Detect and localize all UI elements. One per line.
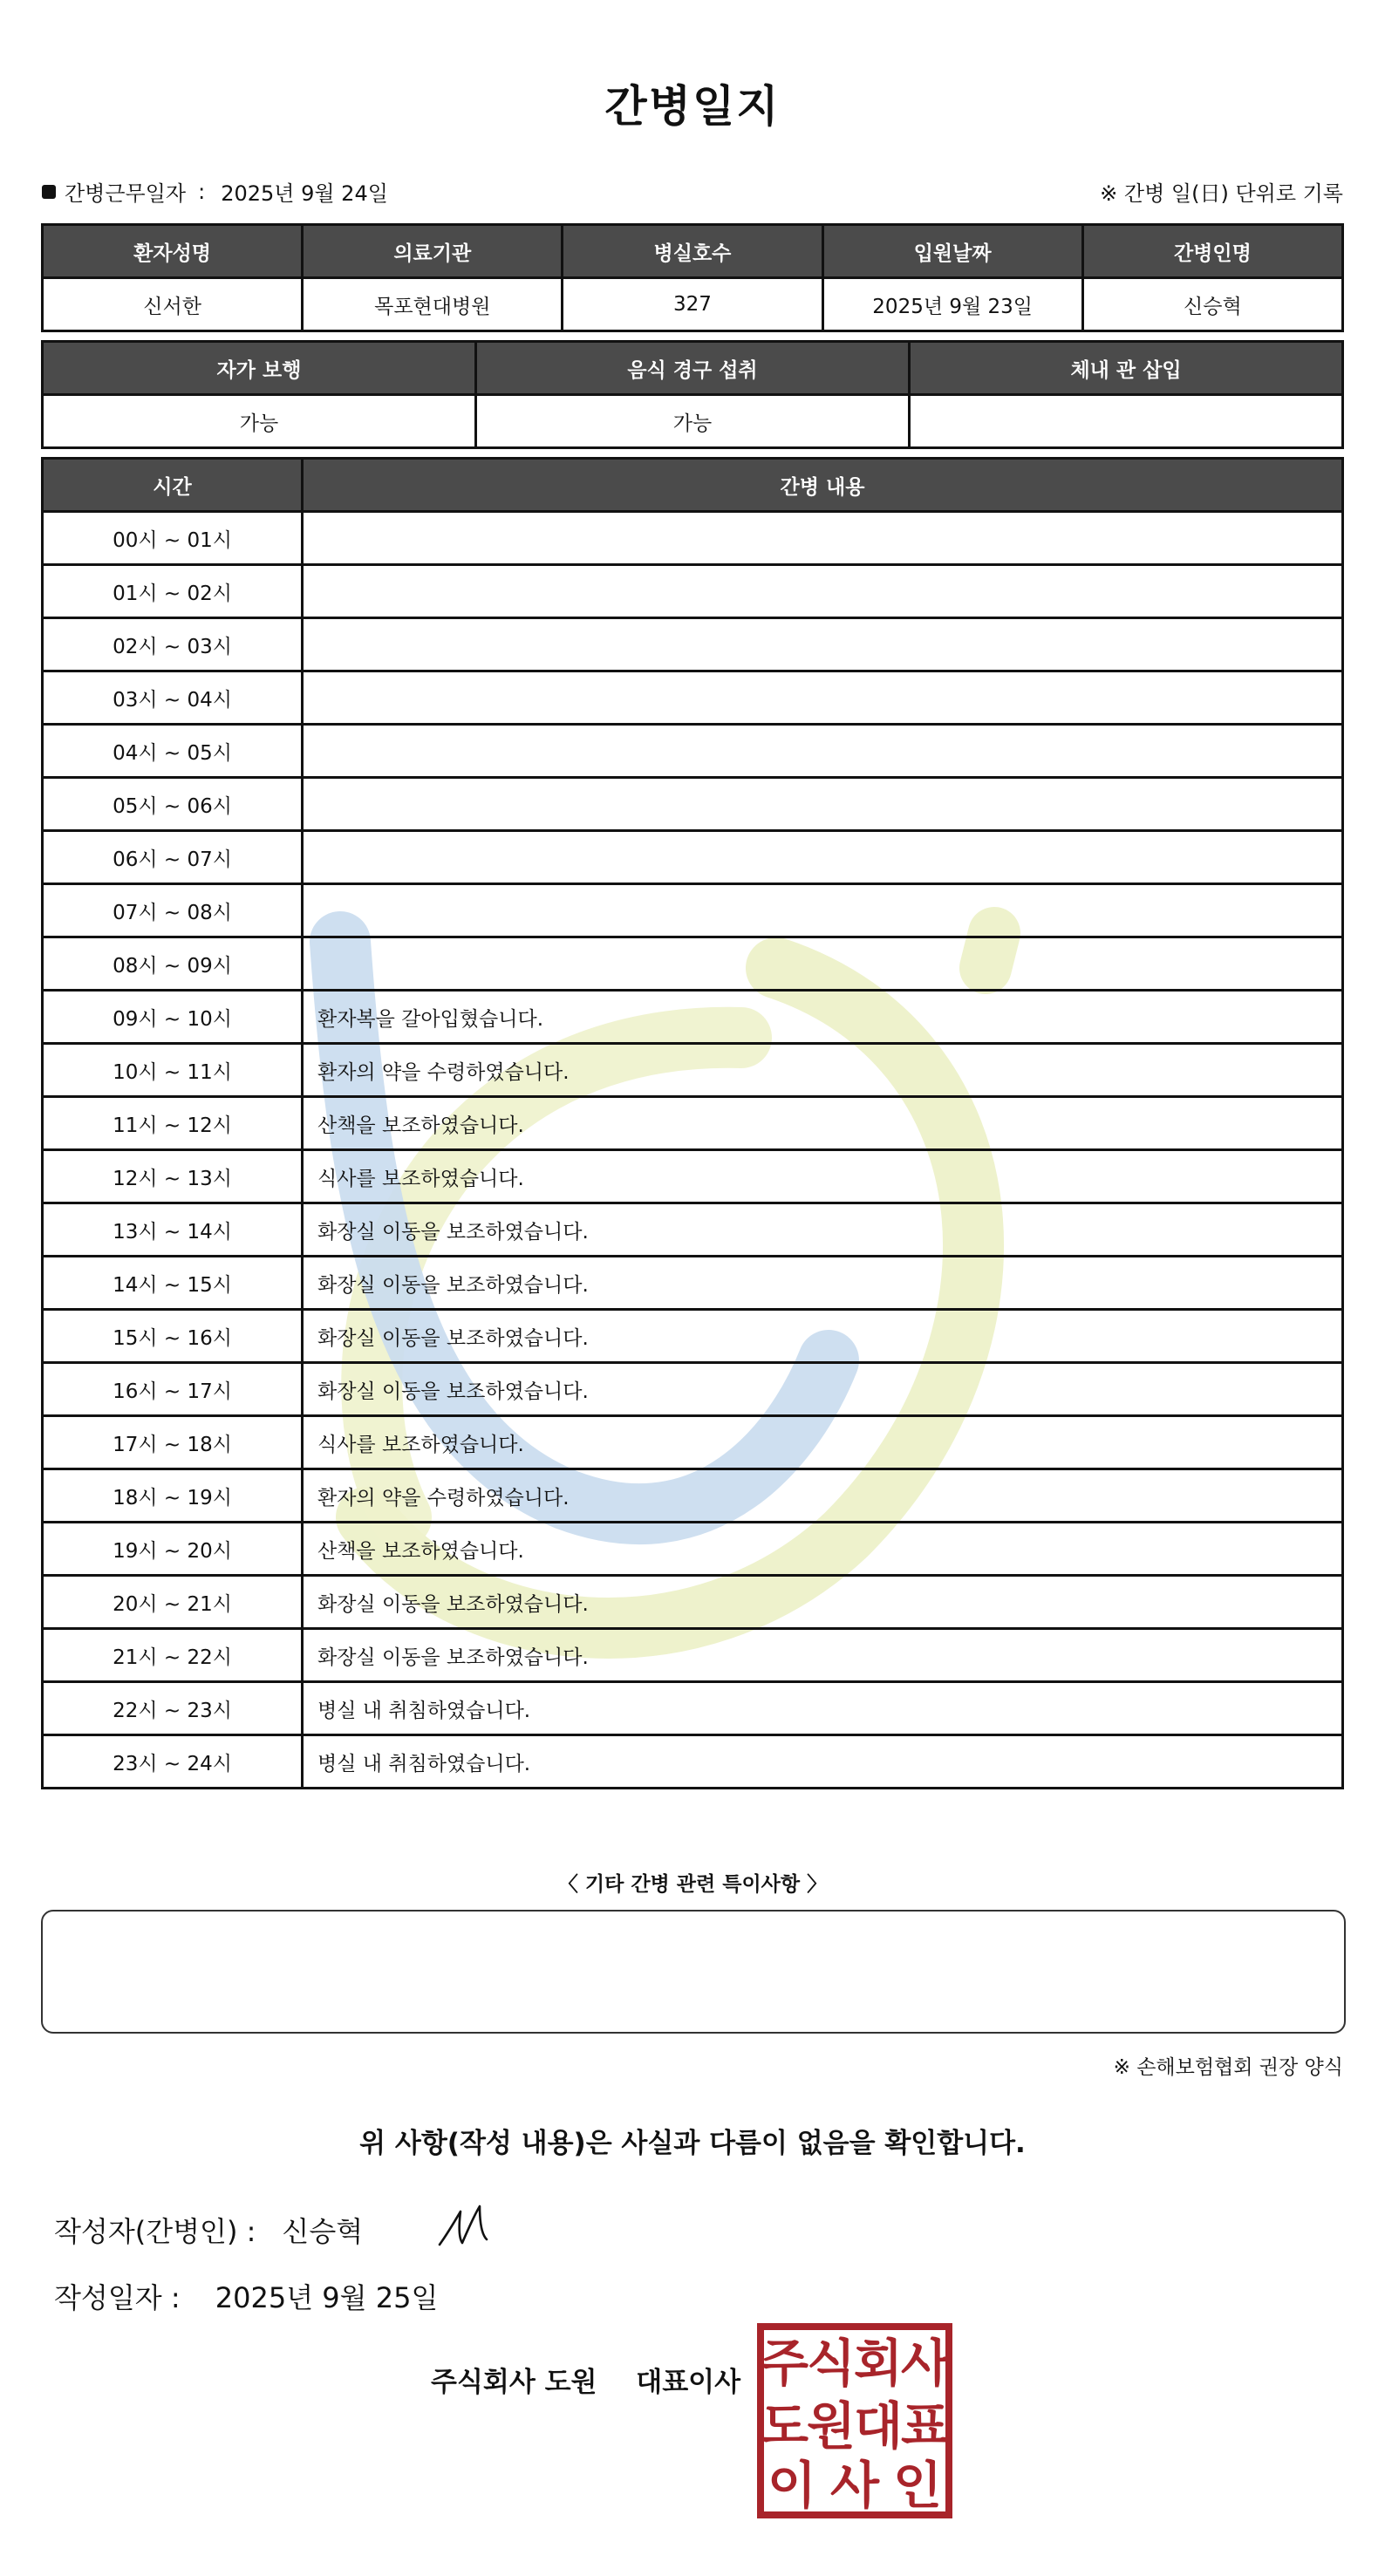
table-row bbox=[43, 1203, 1343, 1257]
log-content: 식사를 보조하였습니다. bbox=[303, 1416, 1343, 1469]
table-row bbox=[43, 1097, 1343, 1150]
patient-name: 신서한 bbox=[43, 278, 303, 331]
table-row bbox=[43, 565, 1343, 618]
log-content bbox=[303, 512, 1343, 565]
seal-character: 식 bbox=[806, 2334, 856, 2393]
table-row bbox=[43, 671, 1343, 725]
seal-character: 주 bbox=[759, 2334, 809, 2393]
header-care-content: 간병 내용 bbox=[303, 459, 1343, 512]
header-tube-insertion: 체내 관 삽입 bbox=[910, 342, 1343, 395]
log-content: 환자복을 갈아입혔습니다. bbox=[303, 991, 1343, 1044]
log-time: 12시 ~ 13시 bbox=[43, 1150, 303, 1203]
care-log-table bbox=[41, 457, 1344, 1789]
table-row bbox=[43, 725, 1343, 778]
company-line bbox=[431, 2360, 740, 2399]
header-self-walking: 자가 보행 bbox=[43, 342, 476, 395]
info-value-row bbox=[43, 278, 1343, 331]
caregiver-name: 신승혁 bbox=[1082, 278, 1342, 331]
header-admission-date: 입원날짜 bbox=[822, 225, 1082, 278]
table-row bbox=[43, 1416, 1343, 1469]
seal-character: 회 bbox=[853, 2334, 904, 2393]
status-header-row bbox=[43, 342, 1343, 395]
status-value-row bbox=[43, 395, 1343, 448]
log-time: 14시 ~ 15시 bbox=[43, 1257, 303, 1310]
log-time: 23시 ~ 24시 bbox=[43, 1735, 303, 1789]
table-row bbox=[43, 1363, 1343, 1416]
table-row bbox=[43, 884, 1343, 937]
header-caregiver-name: 간병인명 bbox=[1082, 225, 1342, 278]
seal-character: 대 bbox=[853, 2396, 904, 2456]
patient-status-table bbox=[41, 340, 1344, 449]
document-title: 간병일지 bbox=[604, 81, 781, 132]
log-content: 산책을 보조하였습니다. bbox=[303, 1097, 1343, 1150]
log-time: 22시 ~ 23시 bbox=[43, 1682, 303, 1735]
log-content bbox=[303, 884, 1343, 937]
table-row bbox=[43, 991, 1343, 1044]
header-institution: 의료기관 bbox=[303, 225, 563, 278]
signature-icon bbox=[436, 2199, 497, 2252]
table-row bbox=[43, 618, 1343, 671]
ceo-title: 대표이사 bbox=[636, 2367, 741, 2398]
log-time: 02시 ~ 03시 bbox=[43, 618, 303, 671]
work-date-value: 2025년 9월 24일 bbox=[221, 181, 388, 206]
log-content: 화장실 이동을 보조하였습니다. bbox=[303, 1310, 1343, 1363]
log-time: 10시 ~ 11시 bbox=[43, 1044, 303, 1097]
log-time: 03시 ~ 04시 bbox=[43, 671, 303, 725]
table-row bbox=[43, 937, 1343, 991]
log-time: 00시 ~ 01시 bbox=[43, 512, 303, 565]
seal-character: 도 bbox=[759, 2396, 809, 2456]
info-header-row bbox=[43, 225, 1343, 278]
write-date-line bbox=[54, 2276, 438, 2316]
company-name: 주식회사 도원 bbox=[431, 2367, 597, 2398]
log-time: 21시 ~ 22시 bbox=[43, 1629, 303, 1682]
log-content: 병실 내 취침하였습니다. bbox=[303, 1682, 1343, 1735]
company-seal-icon bbox=[757, 2323, 952, 2518]
meta-row bbox=[42, 176, 1343, 211]
header-time: 시간 bbox=[43, 459, 303, 512]
table-row bbox=[43, 1682, 1343, 1735]
table-row bbox=[43, 1257, 1343, 1310]
table-row bbox=[43, 1469, 1343, 1523]
log-content: 화장실 이동을 보조하였습니다. bbox=[303, 1576, 1343, 1629]
table-row bbox=[43, 1576, 1343, 1629]
log-time: 08시 ~ 09시 bbox=[43, 937, 303, 991]
table-row bbox=[43, 778, 1343, 831]
log-header-row bbox=[43, 459, 1343, 512]
log-content bbox=[303, 725, 1343, 778]
log-content bbox=[303, 778, 1343, 831]
write-date-label: 작성일자 : bbox=[54, 2281, 181, 2314]
table-row bbox=[43, 1523, 1343, 1576]
log-time: 13시 ~ 14시 bbox=[43, 1203, 303, 1257]
log-time: 06시 ~ 07시 bbox=[43, 831, 303, 884]
log-content bbox=[303, 671, 1343, 725]
seal-character: 사 bbox=[829, 2456, 880, 2515]
tube-insertion bbox=[910, 395, 1343, 448]
header-oral-intake: 음식 경구 섭취 bbox=[476, 342, 910, 395]
log-body bbox=[43, 512, 1343, 1789]
seal-character: 사 bbox=[900, 2334, 951, 2393]
log-content: 병실 내 취침하였습니다. bbox=[303, 1735, 1343, 1789]
remarks-title: 〈 기타 간병 관련 특이사항 〉 bbox=[557, 1873, 828, 1896]
log-content bbox=[303, 831, 1343, 884]
log-time: 16시 ~ 17시 bbox=[43, 1363, 303, 1416]
table-row bbox=[43, 1735, 1343, 1789]
seal-character: 인 bbox=[892, 2456, 943, 2515]
writer-label: 작성자(간병인) : bbox=[54, 2215, 256, 2248]
log-time: 20시 ~ 21시 bbox=[43, 1576, 303, 1629]
patient-info-table bbox=[41, 223, 1344, 332]
log-time: 18시 ~ 19시 bbox=[43, 1469, 303, 1523]
self-walking: 가능 bbox=[43, 395, 476, 448]
log-time: 07시 ~ 08시 bbox=[43, 884, 303, 937]
work-date-label: 간병근무일자 bbox=[65, 181, 187, 206]
table-row bbox=[43, 1629, 1343, 1682]
seal-character: 표 bbox=[900, 2396, 951, 2456]
log-time: 05시 ~ 06시 bbox=[43, 778, 303, 831]
table-row bbox=[43, 1150, 1343, 1203]
log-content: 환자의 약을 수령하였습니다. bbox=[303, 1469, 1343, 1523]
log-time: 01시 ~ 02시 bbox=[43, 565, 303, 618]
log-time: 04시 ~ 05시 bbox=[43, 725, 303, 778]
log-content bbox=[303, 937, 1343, 991]
log-time: 15시 ~ 16시 bbox=[43, 1310, 303, 1363]
table-row bbox=[43, 1310, 1343, 1363]
log-time: 09시 ~ 10시 bbox=[43, 991, 303, 1044]
confirmation-statement: 위 사항(작성 내용)은 사실과 다름이 없음을 확인합니다. bbox=[359, 2128, 1026, 2159]
log-time: 11시 ~ 12시 bbox=[43, 1097, 303, 1150]
log-content: 화장실 이동을 보조하였습니다. bbox=[303, 1363, 1343, 1416]
remarks-box bbox=[41, 1910, 1346, 2034]
table-row bbox=[43, 512, 1343, 565]
oral-intake: 가능 bbox=[476, 395, 910, 448]
writer-line bbox=[54, 2210, 363, 2250]
room-number: 327 bbox=[563, 278, 822, 331]
log-content bbox=[303, 565, 1343, 618]
log-content: 화장실 이동을 보조하였습니다. bbox=[303, 1203, 1343, 1257]
seal-character: 원 bbox=[806, 2396, 856, 2456]
seal-character: 이 bbox=[767, 2456, 817, 2515]
log-content: 식사를 보조하였습니다. bbox=[303, 1150, 1343, 1203]
log-content: 화장실 이동을 보조하였습니다. bbox=[303, 1629, 1343, 1682]
log-content: 환자의 약을 수령하였습니다. bbox=[303, 1044, 1343, 1097]
institution: 목포현대병원 bbox=[303, 278, 563, 331]
bullet-square-icon bbox=[42, 185, 56, 199]
log-content: 화장실 이동을 보조하였습니다. bbox=[303, 1257, 1343, 1310]
recommend-note: ※ 손해보험협회 권장 양식 bbox=[1113, 2056, 1343, 2079]
log-time: 17시 ~ 18시 bbox=[43, 1416, 303, 1469]
log-content: 산책을 보조하였습니다. bbox=[303, 1523, 1343, 1576]
table-row bbox=[43, 1044, 1343, 1097]
work-date bbox=[42, 176, 388, 207]
header-patient-name: 환자성명 bbox=[43, 225, 303, 278]
log-time: 19시 ~ 20시 bbox=[43, 1523, 303, 1576]
log-content bbox=[303, 618, 1343, 671]
record-note: ※ 간병 일(日) 단위로 기록 bbox=[1100, 181, 1343, 206]
writer-name: 신승혁 bbox=[282, 2215, 364, 2248]
write-date-value: 2025년 9월 25일 bbox=[215, 2281, 439, 2314]
colon-separator: : bbox=[198, 179, 206, 204]
table-row bbox=[43, 831, 1343, 884]
header-room-number: 병실호수 bbox=[563, 225, 822, 278]
admission-date: 2025년 9월 23일 bbox=[822, 278, 1082, 331]
